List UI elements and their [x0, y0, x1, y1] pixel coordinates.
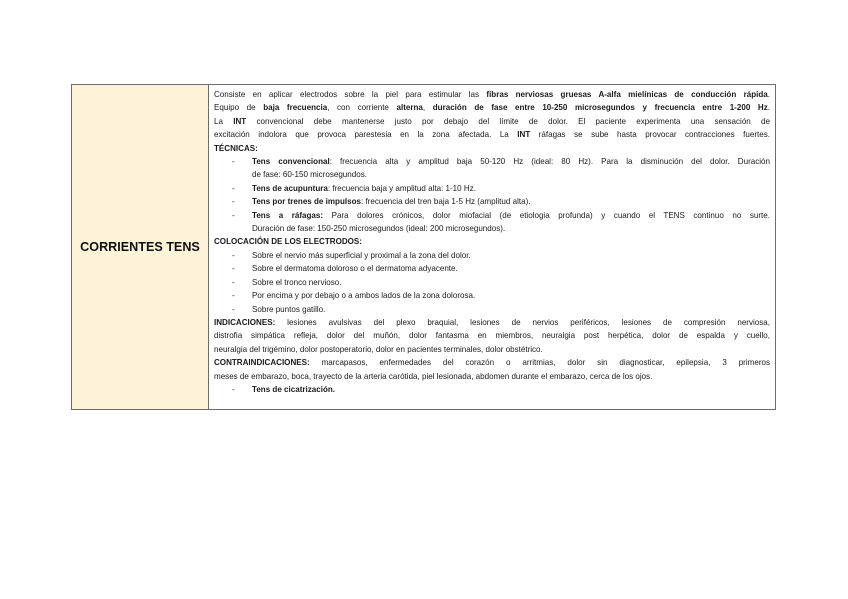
indicaciones-line-2: distrofia simpática refleja, dolor del muñón, dolor fantasma en miembros, neuralgia post herpética, dolor de espalda y cuello,: [214, 331, 770, 341]
colocacion-item: - Sobre el tronco nervioso.: [214, 276, 770, 289]
tecnica-rafagas-cont: Duración de fase: 150-250 microsegundos (ideal: 200 microsegundos).: [252, 224, 506, 234]
tecnica-convencional: - Tens convencional: frecuencia alta y amplitud baja 50-120 Hz (ideal: 80 Hz). Para la disminución del dolor. Duración: [214, 155, 770, 168]
intro-line-4: excitación indolora que provoca parestesia en la zona afectada. La INT ráfagas se sube hasta provocar contracciones fuertes.: [214, 130, 770, 140]
contraindicaciones-line-2: meses de embarazo, boca, trayecto de la arteria carótida, piel lesionada, abdomen durante el embarazo, cerca de los ojos.: [214, 371, 653, 381]
colocacion-item: - Sobre puntos gatillo.: [214, 303, 770, 316]
contraindicaciones-line-1: CONTRAINDICACIONES: marcapasos, enfermedades del corazón o arritmias, dolor sin diagnosticar, epilepsia, 3 primeros: [214, 358, 770, 368]
bullet-dash: -: [232, 277, 235, 287]
tecnicas-header: TÉCNICAS:: [214, 143, 258, 153]
tecnica-trenes: - Tens por trenes de impulsos: frecuencia del tren baja 1-5 Hz (amplitud alta).: [214, 195, 770, 208]
tecnica-rafagas: - Tens a ráfagas: Para dolores crónicos, dolor miofacial (de etiologia profunda) y cuando el TENS continuo no surte.: [214, 209, 770, 222]
colocacion-item: - Sobre el nervio más superficial y proximal a la zona del dolor.: [214, 249, 770, 262]
bullet-dash: -: [232, 250, 235, 260]
colocacion-item: - Por encima y por debajo o a ambos lados de la zona dolorosa.: [214, 289, 770, 302]
row-label: CORRIENTES TENS: [80, 240, 200, 254]
tecnica-acupuntura: - Tens de acupuntura: frecuencia baja y amplitud alta: 1-10 Hz.: [214, 182, 770, 195]
indicaciones-line-1: INDICACIONES: lesiones avulsivas del plexo braquial, lesiones de nervios periféricos, lesiones de compresión nerviosa,: [214, 317, 770, 327]
content-cell: [209, 85, 775, 409]
tecnica-convencional-cont: de fase: 60-150 microsegundos.: [252, 170, 367, 180]
intro-line-3: La INT convencional debe mantenerse justo por debajo del límite de dolor. El paciente experimenta una sensación de: [214, 116, 770, 126]
tens-cicatrizacion: - Tens de cicatrización.: [214, 383, 770, 396]
bullet-dash: -: [232, 264, 235, 274]
bullet-dash: -: [232, 197, 235, 207]
colocacion-item: - Sobre el dermatoma doloroso o el dermatoma adyacente.: [214, 262, 770, 275]
bullet-dash: -: [232, 304, 235, 314]
intro-line-2: Equipo de baja frecuencia, con corriente alterna, duración de fase entre 10-250 microsegundos y frecuencia entre 1-200 Hz.: [214, 103, 770, 113]
colocacion-header: COLOCACIÓN DE LOS ELECTRODOS:: [214, 237, 362, 247]
indicaciones-line-3: neuralgia del trigémino, dolor postoperatorio, dolor en pacientes terminales, dolor obstétrico.: [214, 344, 543, 354]
bullet-dash: -: [232, 291, 235, 301]
bullet-dash: -: [232, 384, 235, 394]
tens-table: [71, 84, 776, 410]
bullet-dash: -: [232, 157, 235, 167]
bullet-dash: -: [232, 183, 235, 193]
row-label-cell: [72, 85, 209, 409]
intro-line-1: Consiste en aplicar electrodos sobre la piel para estimular las fibras nerviosas gruesas A-alfa mielínicas de conducción rápida.: [214, 90, 770, 99]
bullet-dash: -: [232, 210, 235, 220]
